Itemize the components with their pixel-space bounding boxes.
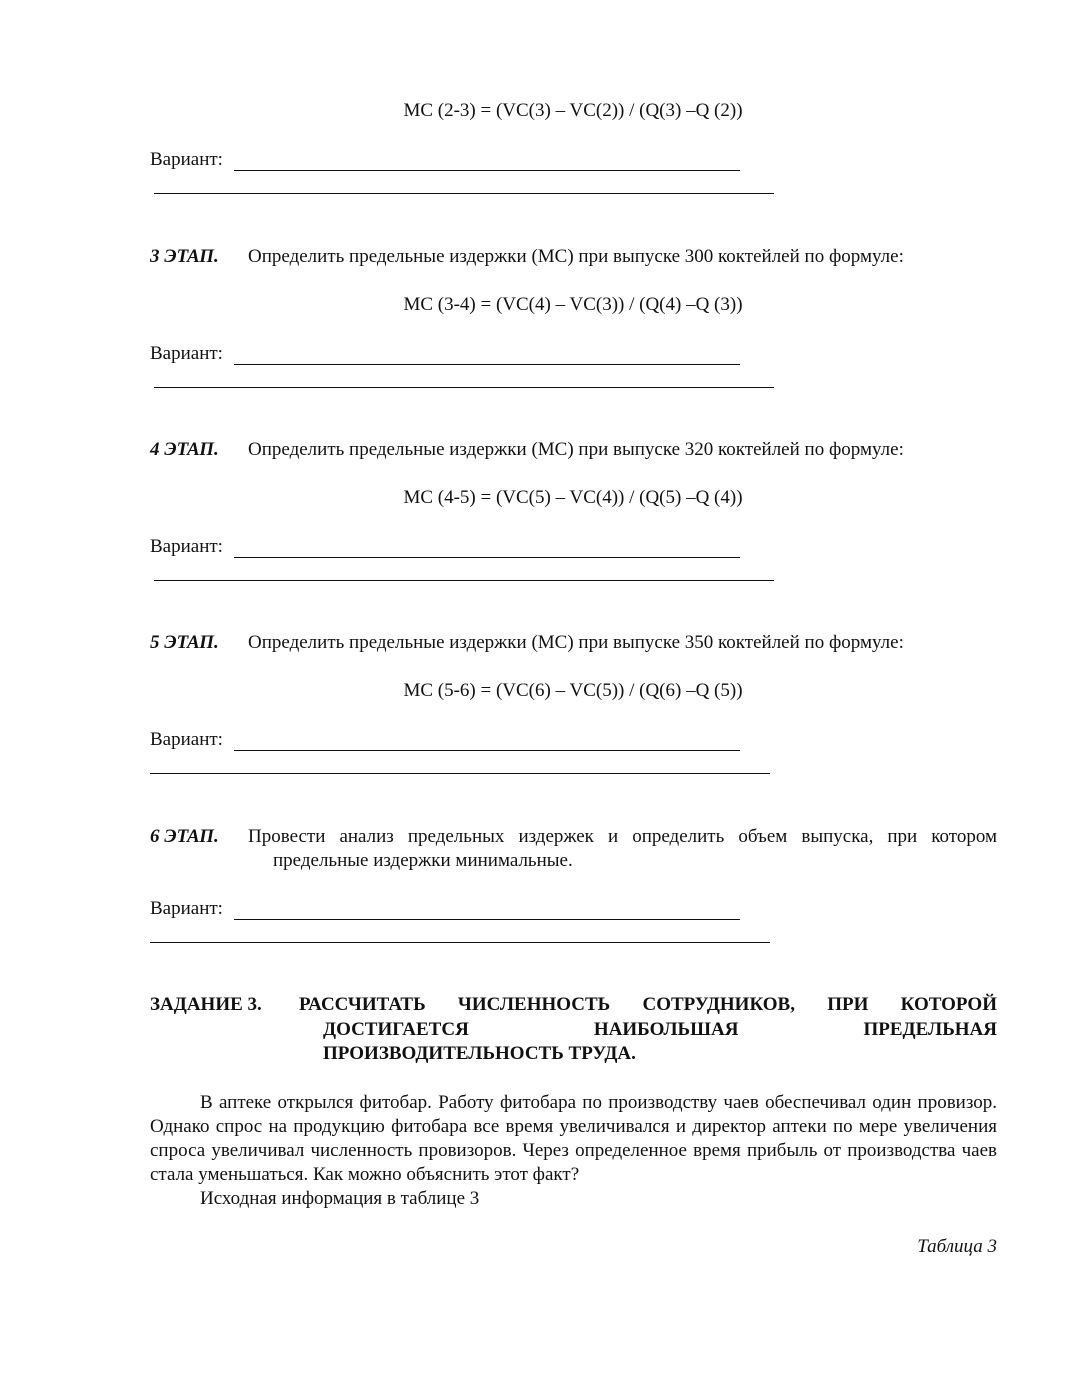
answer-line[interactable] [234, 919, 740, 920]
answer-line[interactable] [234, 170, 740, 171]
stage-4-label: 4 ЭТАП. [150, 439, 219, 460]
formula-stage2: MC (2-3) = (VC(3) – VC(2)) / (Q(3) –Q (2)) [403, 100, 743, 121]
variant-label: Вариант: [150, 149, 223, 170]
task-3-title-line1: РАССЧИТАТЬ ЧИСЛЕННОСТЬ СОТРУДНИКОВ, ПРИ КОТОРОЙ [299, 994, 997, 1015]
stage-4-text: Определить предельные издержки (МС) при выпуске 320 коктейлей по формуле: [248, 439, 904, 460]
stage-6-label: 6 ЭТАП. [150, 826, 219, 847]
formula-stage5: MC (5-6) = (VC(6) – VC(5)) / (Q(6) –Q (5)) [403, 680, 743, 701]
stage-6-text-line1: Провести анализ предельных издержек и определить объем выпуска, при котором [248, 826, 997, 847]
source-note: Исходная информация в таблице 3 [200, 1188, 480, 1209]
answer-line[interactable] [234, 557, 740, 558]
answer-line[interactable] [234, 750, 740, 751]
table-caption: Таблица 3 [917, 1236, 997, 1257]
answer-line[interactable] [150, 942, 770, 943]
answer-line[interactable] [154, 193, 774, 194]
answer-line[interactable] [154, 387, 774, 388]
stage-6-text-line2: предельные издержки минимальные. [273, 850, 573, 871]
stage-5-label: 5 ЭТАП. [150, 632, 219, 653]
answer-line[interactable] [154, 580, 774, 581]
stage-3-label: 3 ЭТАП. [150, 246, 219, 267]
formula-stage3: MC (3-4) = (VC(4) – VC(3)) / (Q(4) –Q (3)) [403, 294, 743, 315]
formula-stage4: MC (4-5) = (VC(5) – VC(4)) / (Q(5) –Q (4)) [403, 487, 743, 508]
answer-line[interactable] [234, 364, 740, 365]
task-3-title-line3: ПРОИЗВОДИТЕЛЬНОСТЬ ТРУДА. [323, 1043, 636, 1064]
task-3-paragraph: В аптеке открылся фитобар. Работу фитобара по производству чаев обеспечивал один провизор. Однако спрос на продукцию фитобара все время увеличивался и директор аптеки по мере увеличения спроса увеличивал численность провизоров. Через определенное время прибыль от производства чаев стала уменьшаться. Как можно объяснить этот факт? [150, 1092, 997, 1185]
stage-5-text: Определить предельные издержки (МС) при выпуске 350 коктейлей по формуле: [248, 632, 904, 653]
variant-label: Вариант: [150, 343, 223, 364]
variant-label: Вариант: [150, 898, 223, 919]
task-3-title-line2: ДОСТИГАЕТСЯ НАИБОЛЬШАЯ ПРЕДЕЛЬНАЯ [323, 1019, 997, 1040]
stage-3-text: Определить предельные издержки (МС) при выпуске 300 коктейлей по формуле: [248, 246, 904, 267]
variant-label: Вариант: [150, 536, 223, 557]
variant-label: Вариант: [150, 729, 223, 750]
task-3-number: ЗАДАНИЕ 3. [150, 994, 262, 1015]
answer-line[interactable] [150, 773, 770, 774]
